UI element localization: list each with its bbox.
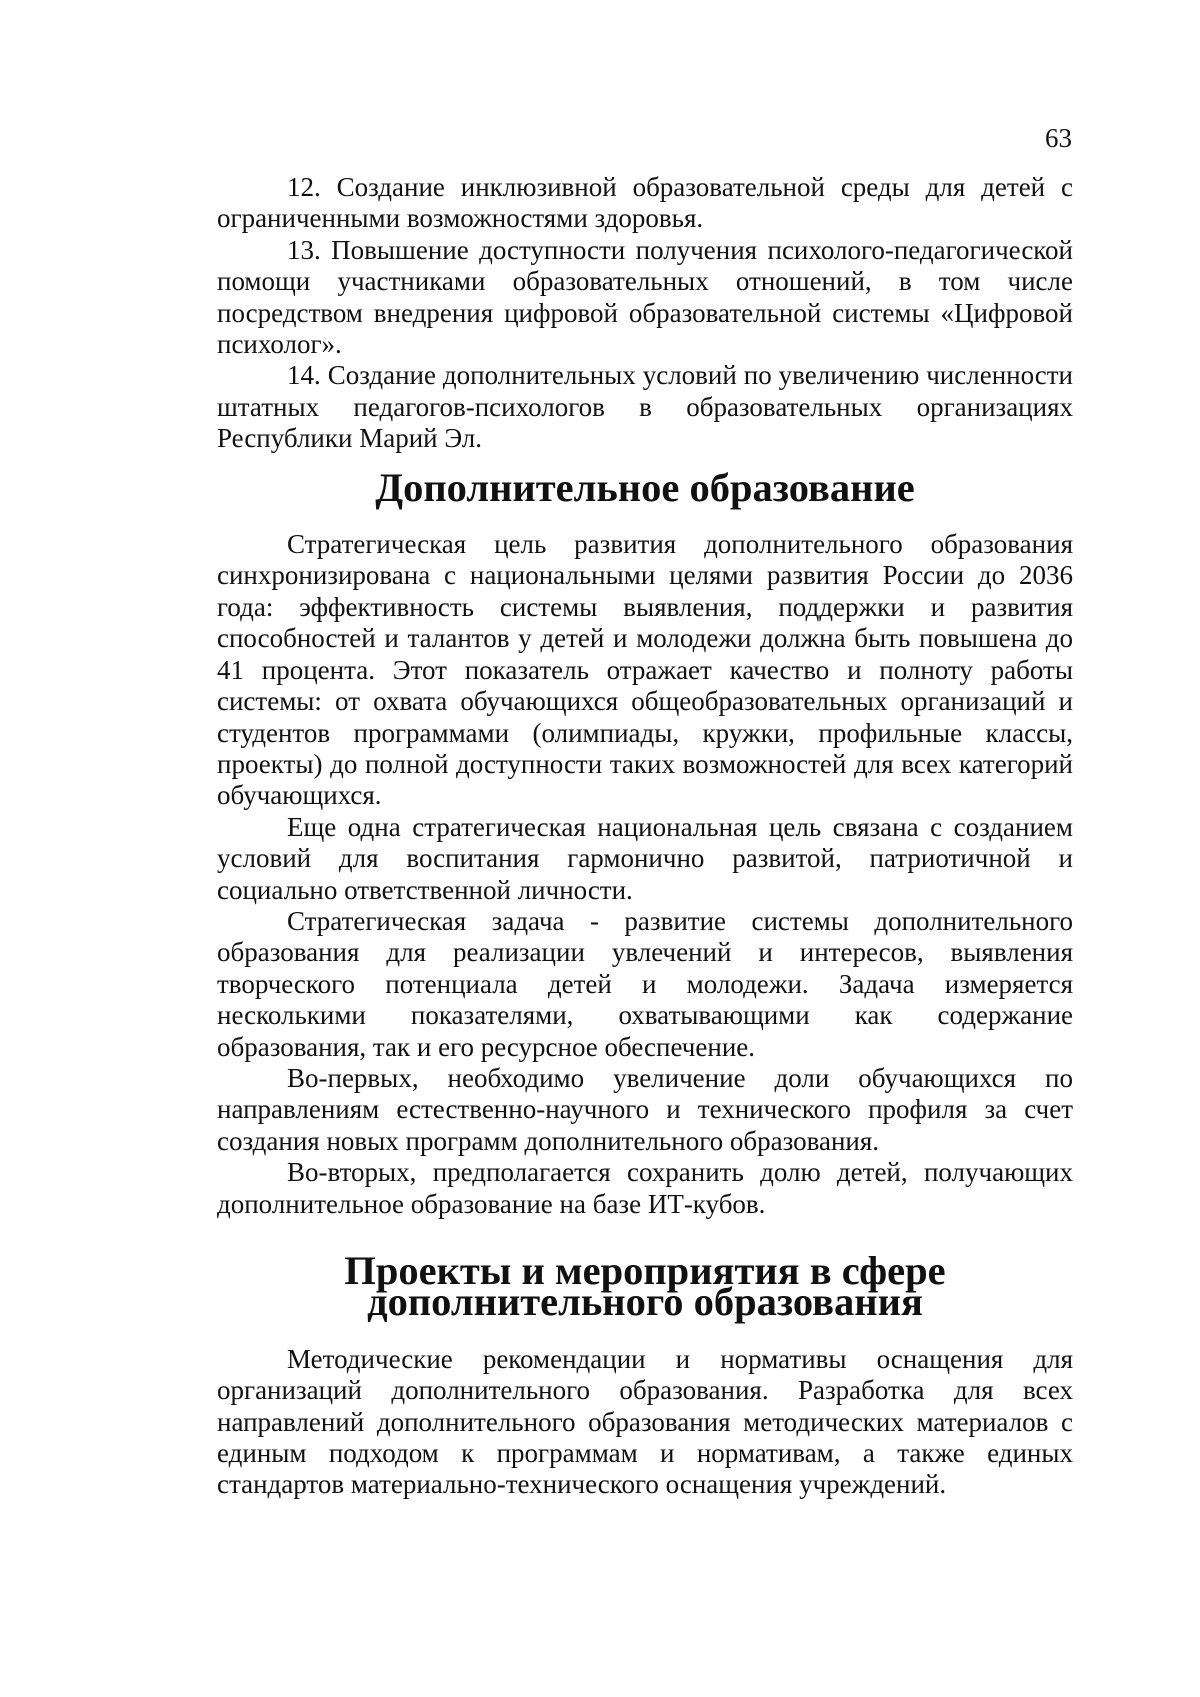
section-heading-projects: Проекты и мероприятия в сфере дополнительного образования [344,1248,946,1325]
paragraph-item-13: 13. Повышение доступности получения психолого-педагогической помощи участниками образовательных отношений, в том числе посредством внедрения цифровой образовательной системы «Цифровой психолог». [217,234,1073,360]
page-number: 63 [1045,123,1072,153]
paragraph-national-goal: Еще одна стратегическая национальная цель связана с созданием условий для воспитания гармонично развитой, патриотичной и социально ответственной личности. [217,811,1073,905]
paragraph-item-12: 12. Создание инклюзивной образовательной среды для детей с ограниченными возможностями здоровья. [217,172,1073,234]
paragraph-firstly: Во-первых, необходимо увеличение доли обучающихся по направлениям естественно-научного и технического профиля за счет создания новых программ дополнительного образования. [217,1062,1073,1156]
paragraph-secondly: Во-вторых, предполагается сохранить долю детей, получающих дополнительное образование на базе ИТ-кубов. [217,1157,1073,1219]
document-body [217,172,1073,1501]
paragraph-strategic-goal: Стратегическая цель развития дополнительного образования синхронизирована с национальными целями развития России до 2036 года: эффективность системы выявления, поддержки и развития способностей и талантов у детей и молодежи должна быть повышена до 41 процента. Этот показатель отражает качество и полноту работы системы: от охвата обучающихся общеобразовательных организаций и студентов программами (олимпиады, кружки, профильные классы, проекты) до полной доступности таких возможностей для всех категорий обучающихся. [217,529,1073,811]
paragraph-methodical-recommendations: Методические рекомендации и нормативы оснащения для организаций дополнительного образования. Разработка для всех направлений дополнительного образования методических материалов с единым подходом к программам и нормативам, а также единых стандартов материально-технического оснащения учреждений. [217,1343,1073,1500]
paragraph-item-14: 14. Создание дополнительных условий по увеличению численности штатных педагогов-психологов в образовательных организациях Республики Марий Эл. [217,360,1073,454]
paragraph-strategic-task: Стратегическая задача - развитие системы дополнительного образования для реализации увлечений и интересов, выявления творческого потенциала детей и молодежи. Задача измеряется несколькими показателями, охватывающими как содержание образования, так и его ресурсное обеспечение. [217,905,1073,1062]
section-heading-additional-education: Дополнительное образование [375,464,915,510]
